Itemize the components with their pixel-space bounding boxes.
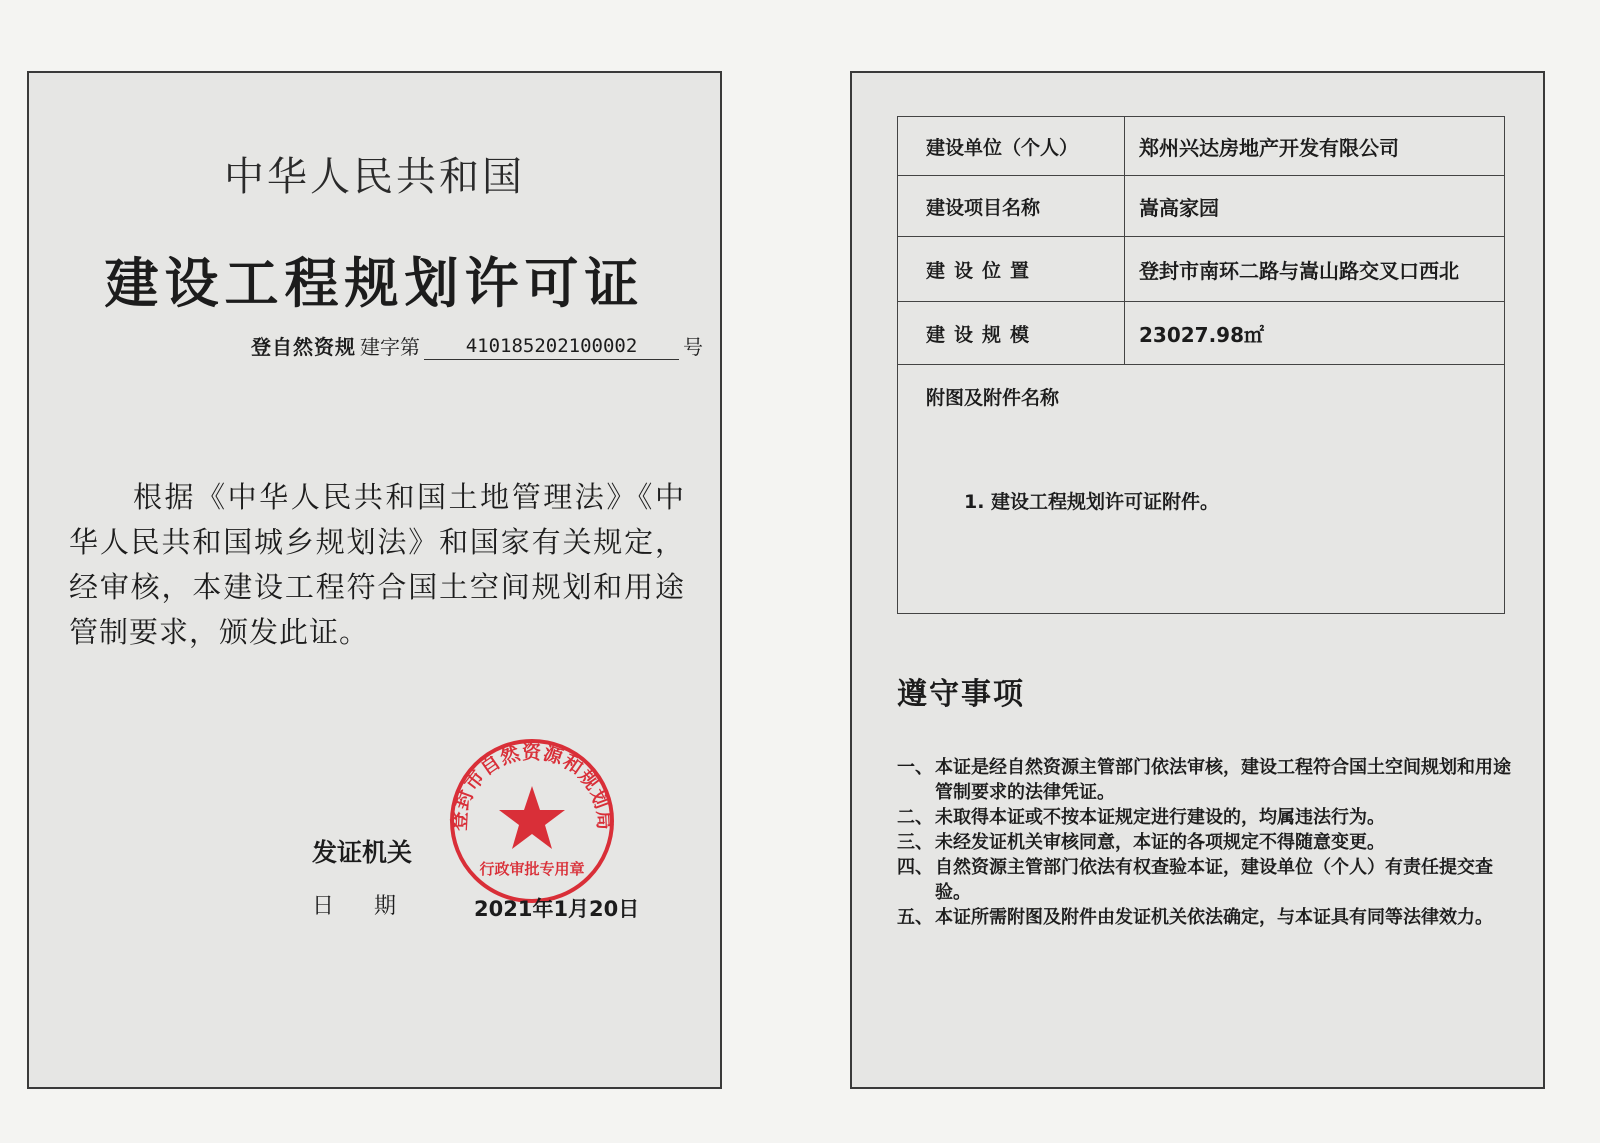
table-row bbox=[898, 302, 1505, 365]
certificate-body: 根据《中华人民共和国土地管理法》《中华人民共和国城乡规划法》和国家有关规定，经审核，本建设工程符合国土空间规划和用途管制要求，颁发此证。 bbox=[69, 480, 685, 649]
rule-number: 一、 bbox=[897, 757, 933, 778]
rule-text: 未经发证机关审核同意，本证的各项规定不得随意变更。 bbox=[935, 832, 1385, 853]
rules-list bbox=[897, 755, 1511, 930]
date-label: 日期 bbox=[312, 894, 437, 919]
row-value: 登封市南环二路与嵩山路交叉口西北 bbox=[1125, 237, 1505, 302]
table-row bbox=[898, 365, 1505, 614]
rule-number: 五、 bbox=[897, 907, 933, 928]
row-label: 建设规模 bbox=[898, 302, 1125, 365]
list-item bbox=[897, 805, 1511, 830]
row-value: 嵩高家园 bbox=[1125, 176, 1505, 237]
list-item bbox=[897, 755, 1511, 805]
seal-inner-text: 行政审批专用章 bbox=[479, 860, 585, 878]
issuer-label: 发证机关 bbox=[312, 838, 413, 867]
rule-number: 三、 bbox=[897, 832, 933, 853]
row-label: 建设项目名称 bbox=[898, 176, 1125, 237]
permit-number-line bbox=[251, 331, 703, 360]
certificate-front-page bbox=[27, 71, 722, 1089]
rule-text: 本证是经自然资源主管部门依法审核，建设工程符合国土空间规划和用途管制要求的法律凭证。 bbox=[935, 757, 1511, 803]
list-item bbox=[897, 855, 1511, 905]
table-row bbox=[898, 117, 1505, 176]
row-value: 郑州兴达房地产开发有限公司 bbox=[1125, 117, 1505, 176]
attachments-cell bbox=[898, 365, 1505, 614]
rule-text: 未取得本证或不按本证规定进行建设的，均属违法行为。 bbox=[935, 807, 1385, 828]
table-row bbox=[898, 176, 1505, 237]
permit-mid: 建字第 bbox=[360, 335, 420, 359]
attachment-item: 1. 建设工程规划许可证附件。 bbox=[964, 491, 1220, 513]
certificate-title: 建设工程规划许可证 bbox=[104, 252, 645, 315]
rule-number: 四、 bbox=[897, 857, 933, 878]
issue-date: 2021年1月20日 bbox=[474, 897, 640, 921]
permit-prefix: 登自然资规 bbox=[251, 335, 356, 359]
official-seal-icon bbox=[447, 736, 617, 906]
row-label: 建设位置 bbox=[898, 237, 1125, 302]
row-value: 23027.98㎡ bbox=[1125, 302, 1505, 365]
rule-text: 自然资源主管部门依法有权查验本证，建设单位（个人）有责任提交查验。 bbox=[935, 857, 1493, 903]
rule-number: 二、 bbox=[897, 807, 933, 828]
list-item bbox=[897, 830, 1511, 855]
table-row bbox=[898, 237, 1505, 302]
certificate-back-page bbox=[850, 71, 1545, 1089]
seal-outer-text: 登封市自然资源和规划局 bbox=[448, 741, 616, 832]
permit-suffix: 号 bbox=[683, 335, 703, 359]
row-label: 建设单位（个人） bbox=[898, 117, 1125, 176]
rules-title: 遵守事项 bbox=[897, 677, 1025, 712]
project-info-table bbox=[897, 116, 1505, 614]
rule-text: 本证所需附图及附件由发证机关依法确定，与本证具有同等法律效力。 bbox=[935, 907, 1493, 928]
attachments-label: 附图及附件名称 bbox=[926, 387, 1060, 409]
list-item bbox=[897, 905, 1511, 930]
permit-number: 410185202100002 bbox=[424, 335, 679, 360]
country-name: 中华人民共和国 bbox=[224, 154, 525, 200]
